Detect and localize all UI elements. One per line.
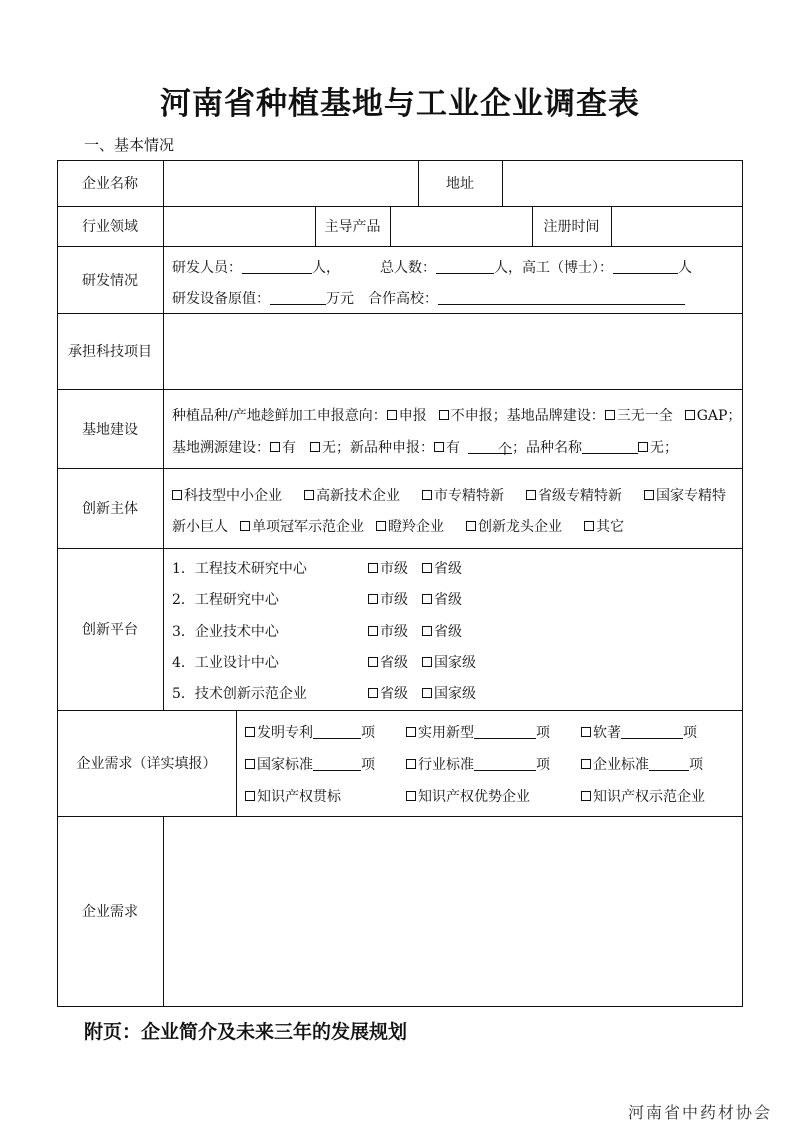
col-divider xyxy=(236,710,237,816)
demand-item-label: 知识产权优势企业 xyxy=(418,789,530,805)
checkbox[interactable] xyxy=(406,727,416,737)
industry-label: 行业领域 xyxy=(82,219,138,235)
rd-personnel-label: 研发人员： xyxy=(172,260,242,276)
opt-apply: 申报 xyxy=(398,408,427,424)
rd-line-1 xyxy=(172,257,692,277)
base-line1-prefix: 种植品种/产地趁鲜加工申报意向： xyxy=(172,408,387,424)
opt-no-apply: 不申报；基地品牌建设： xyxy=(450,408,605,424)
checkbox[interactable] xyxy=(644,490,654,500)
checkbox[interactable] xyxy=(581,759,591,769)
platform-options xyxy=(368,558,462,578)
total-staff-field[interactable] xyxy=(436,259,494,274)
company-name-field[interactable] xyxy=(164,161,418,206)
base-label: 基地建设 xyxy=(82,421,138,438)
subject-opt: 国家专精特 xyxy=(656,488,726,504)
rd-label: 研发情况 xyxy=(82,272,138,289)
checkbox[interactable] xyxy=(526,490,536,500)
checkbox[interactable] xyxy=(406,791,416,801)
main-product-field[interactable] xyxy=(391,207,532,246)
demand-item xyxy=(245,754,375,774)
rd-personnel-field[interactable] xyxy=(242,259,312,274)
checkbox[interactable] xyxy=(638,442,648,452)
demand-item xyxy=(245,786,341,806)
subject-line2-prefix: 新小巨人 xyxy=(172,519,228,535)
subject-line-1 xyxy=(172,485,726,505)
demand-item-unit: 项 xyxy=(536,725,550,741)
organization-name: 河南省中药材协会 xyxy=(628,1103,773,1122)
demand-item xyxy=(406,754,550,774)
demand-field[interactable] xyxy=(164,817,742,1006)
platform-opt: 市级 xyxy=(380,561,408,577)
checkbox[interactable] xyxy=(172,490,182,500)
subject-opt: 单项冠军示范企业 xyxy=(252,519,364,535)
checkbox[interactable] xyxy=(605,410,615,420)
count-unit: 个 xyxy=(498,442,512,458)
demand-item-label: 企业标准 xyxy=(593,757,649,773)
platform-name: 4．工业设计中心 xyxy=(172,655,279,671)
platform-options xyxy=(368,683,476,703)
demand-item-unit: 项 xyxy=(361,725,375,741)
platform-opt: 省级 xyxy=(434,561,462,577)
checkbox[interactable] xyxy=(581,791,591,801)
subject-opt: 省级专精特新 xyxy=(538,488,622,504)
opt-yes2: 有 xyxy=(446,440,460,456)
base-line-2 xyxy=(172,437,678,457)
platform-opt: 国家级 xyxy=(434,655,476,671)
demand-count-field[interactable] xyxy=(474,724,536,739)
subject-opt: 高新技术企业 xyxy=(316,488,400,504)
demand-item-unit: 项 xyxy=(689,757,703,773)
demand-label: 企业需求 xyxy=(82,904,138,920)
partner-univ-field[interactable] xyxy=(438,290,685,305)
demand-count-field[interactable] xyxy=(313,724,361,739)
table-border-bottom xyxy=(57,1006,743,1007)
demand-item-label: 知识产权贯标 xyxy=(257,789,341,805)
platform-options xyxy=(368,589,462,609)
demand-item xyxy=(581,722,697,742)
demand-item-unit: 项 xyxy=(683,725,697,741)
rd-line-2 xyxy=(172,288,685,308)
subject-line-2 xyxy=(172,516,624,536)
company-name-label: 企业名称 xyxy=(82,176,138,192)
checkbox[interactable] xyxy=(685,410,695,420)
demand-count-field[interactable] xyxy=(474,756,536,771)
appendix-title: 附页：企业简介及未来三年的发展规划 xyxy=(84,1021,408,1043)
variety-name-label: ；品种名称 xyxy=(512,440,582,456)
checkbox[interactable] xyxy=(422,490,432,500)
checkbox[interactable] xyxy=(422,594,432,604)
demand-count-field[interactable] xyxy=(621,724,683,739)
platform-name: 2．工程研究中心 xyxy=(172,592,279,608)
demand-item xyxy=(406,722,550,742)
subject-opt: 科技型中小企业 xyxy=(184,488,282,504)
demand-count-field[interactable] xyxy=(649,756,689,771)
checkbox[interactable] xyxy=(387,410,397,420)
address-label: 地址 xyxy=(446,176,474,192)
table-border-right xyxy=(742,160,743,1007)
demand-item-label: 实用新型 xyxy=(418,725,474,741)
checkbox[interactable] xyxy=(376,521,386,531)
section-heading: 一、基本情况 xyxy=(84,136,175,154)
checkbox[interactable] xyxy=(422,563,432,573)
checkbox[interactable] xyxy=(245,759,255,769)
checkbox[interactable] xyxy=(368,657,378,667)
count-field[interactable] xyxy=(468,439,512,458)
base-line2-prefix: 基地溯源建设： xyxy=(172,440,270,456)
projects-label: 承担科技项目 xyxy=(68,344,152,360)
checkbox[interactable] xyxy=(240,521,250,531)
equipment-value-field[interactable] xyxy=(270,290,326,305)
subject-opt: 瞪羚企业 xyxy=(388,519,444,535)
opt-yes: 有 xyxy=(282,440,296,456)
checkbox[interactable] xyxy=(310,442,320,452)
unit-person: 人， xyxy=(312,260,340,276)
demand-item-label: 知识产权示范企业 xyxy=(593,789,705,805)
platform-options xyxy=(368,652,476,672)
checkbox[interactable] xyxy=(584,521,594,531)
unit-person: 人 xyxy=(678,260,692,276)
platform-options xyxy=(368,621,462,641)
platform-name: 5．技术创新示范企业 xyxy=(172,686,307,702)
opt-none: 无； xyxy=(650,440,678,456)
projects-field[interactable] xyxy=(164,314,742,389)
demand-item xyxy=(581,786,705,806)
platform-opt: 省级 xyxy=(380,686,408,702)
checkbox[interactable] xyxy=(245,727,255,737)
checkbox[interactable] xyxy=(466,521,476,531)
innov-platform-label: 创新平台 xyxy=(82,622,138,638)
demand-item xyxy=(581,754,703,774)
platform-opt: 省级 xyxy=(434,592,462,608)
platform-opt: 市级 xyxy=(380,592,408,608)
base-line-1 xyxy=(172,405,741,425)
demand-fill-label: 企业需求（详实填报） xyxy=(76,756,217,772)
checkbox[interactable] xyxy=(422,626,432,636)
innov-subject-label: 创新主体 xyxy=(82,501,138,517)
checkbox[interactable] xyxy=(304,490,314,500)
page-title: 河南省种植基地与工业企业调查表 xyxy=(160,86,640,122)
reg-time-label: 注册时间 xyxy=(543,219,600,235)
demand-item-label: 国家标准 xyxy=(257,757,313,773)
checkbox[interactable] xyxy=(368,563,378,573)
demand-item xyxy=(406,786,530,806)
equipment-value-label: 研发设备原值： xyxy=(172,291,270,307)
checkbox[interactable] xyxy=(368,688,378,698)
subject-opt: 创新龙头企业 xyxy=(478,519,562,535)
platform-opt: 省级 xyxy=(380,655,408,671)
checkbox[interactable] xyxy=(368,626,378,636)
demand-item-label: 发明专利 xyxy=(257,725,313,741)
demand-item-unit: 项 xyxy=(536,757,550,773)
platform-opt: 国家级 xyxy=(434,686,476,702)
partner-univ-label: 合作高校： xyxy=(368,291,438,307)
total-staff-label: 总人数： xyxy=(380,260,436,276)
variety-name-field[interactable] xyxy=(582,439,638,454)
opt-no: 无；新品种申报： xyxy=(322,440,434,456)
checkbox[interactable] xyxy=(422,688,432,698)
checkbox[interactable] xyxy=(422,657,432,667)
opt-sanwu: 三无一全 xyxy=(616,408,673,424)
platform-opt: 市级 xyxy=(380,624,408,640)
checkbox[interactable] xyxy=(434,442,444,452)
demand-item-label: 行业标准 xyxy=(418,757,474,773)
industry-field[interactable] xyxy=(164,207,315,246)
checkbox[interactable] xyxy=(406,759,416,769)
platform-opt: 省级 xyxy=(434,624,462,640)
checkbox[interactable] xyxy=(368,594,378,604)
demand-item xyxy=(245,722,375,742)
checkbox[interactable] xyxy=(245,791,255,801)
subject-opt: 其它 xyxy=(596,519,624,535)
senior-engineer-label: 人，高工（博士）： xyxy=(494,260,613,276)
platform-name: 1．工程技术研究中心 xyxy=(172,561,307,577)
address-field[interactable] xyxy=(503,161,742,206)
demand-item-unit: 项 xyxy=(361,757,375,773)
unit-wan: 万元 xyxy=(326,291,354,307)
platform-name: 3．企业技术中心 xyxy=(172,624,279,640)
checkbox[interactable] xyxy=(581,727,591,737)
checkbox[interactable] xyxy=(439,410,449,420)
main-product-label: 主导产品 xyxy=(324,219,381,235)
demand-item-label: 软著 xyxy=(593,725,621,741)
checkbox[interactable] xyxy=(270,442,280,452)
subject-opt: 市专精特新 xyxy=(434,488,504,504)
senior-engineer-field[interactable] xyxy=(613,259,678,274)
demand-count-field[interactable] xyxy=(313,756,361,771)
opt-gap: GAP； xyxy=(696,408,742,424)
reg-time-field[interactable] xyxy=(612,207,742,246)
